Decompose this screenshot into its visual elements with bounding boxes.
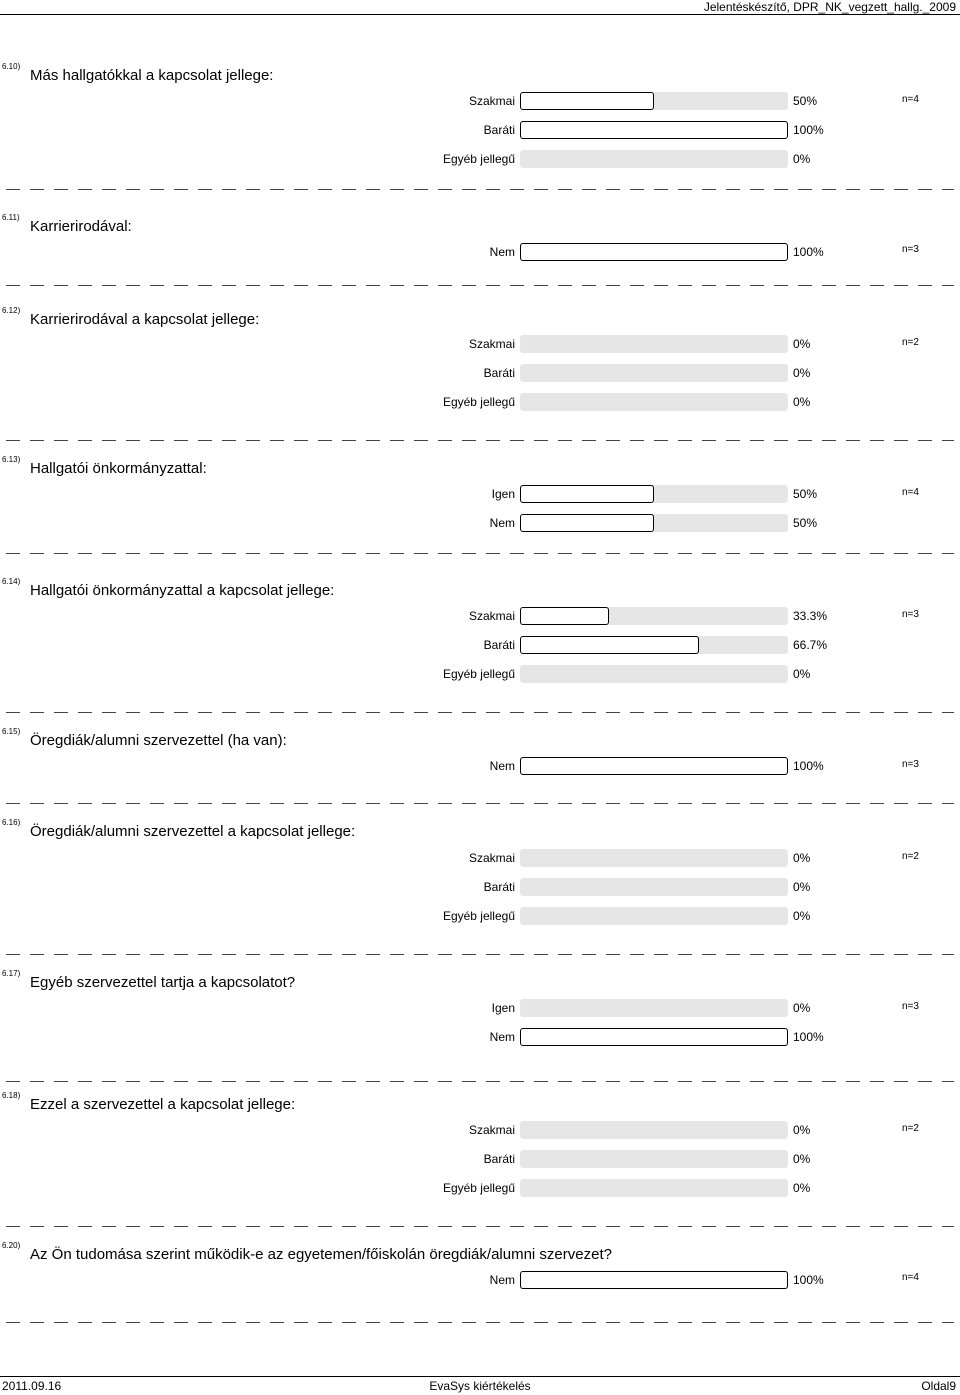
answer-option-row <box>0 92 960 110</box>
response-count: n=3 <box>902 759 919 770</box>
answer-option-percentage: 0% <box>793 337 811 351</box>
response-count: n=2 <box>902 1123 919 1134</box>
percentage-bar-track <box>520 1150 788 1168</box>
question-title: Az Ön tudomása szerint működik-e az egyetemen/főiskolán öregdiák/alumni szervezet? <box>30 1246 612 1263</box>
answer-option-row <box>0 907 960 925</box>
footer-system-name: EvaSys kiértékelés <box>429 1379 531 1393</box>
response-count: n=4 <box>902 1272 919 1283</box>
answer-option-row <box>0 1121 960 1139</box>
answer-option-row <box>0 485 960 503</box>
answer-option-percentage: 0% <box>793 880 811 894</box>
question-number: 6.13) <box>2 455 21 464</box>
answer-option-label: Egyéb jellegű <box>442 667 515 681</box>
percentage-bar-track <box>520 1179 788 1197</box>
answer-option-percentage: 0% <box>793 395 811 409</box>
percentage-bar-track <box>520 150 788 168</box>
answer-option-percentage: 0% <box>793 1001 811 1015</box>
percentage-bar-fill <box>520 514 654 532</box>
answer-option-percentage: 100% <box>793 759 824 773</box>
answer-option-label: Nem <box>489 759 515 773</box>
answer-option-label: Szakmai <box>468 851 515 865</box>
header-divider <box>0 14 960 15</box>
answer-option-row <box>0 878 960 896</box>
answer-option-label: Egyéb jellegű <box>442 395 515 409</box>
answer-option-row <box>0 1271 960 1289</box>
question-separator <box>6 954 954 955</box>
answer-option-percentage: 0% <box>793 909 811 923</box>
question-separator <box>6 1226 954 1227</box>
answer-option-label: Igen <box>491 1001 515 1015</box>
answer-option-row <box>0 636 960 654</box>
percentage-bar-track <box>520 757 788 775</box>
response-count: n=3 <box>902 609 919 620</box>
percentage-bar-track <box>520 364 788 382</box>
answer-option-row <box>0 121 960 139</box>
question-number: 6.18) <box>2 1091 21 1100</box>
answer-option-label: Nem <box>489 245 515 259</box>
answer-option-label: Szakmai <box>468 609 515 623</box>
answer-option-percentage: 0% <box>793 851 811 865</box>
answer-option-label: Baráti <box>483 123 515 137</box>
percentage-bar-track <box>520 999 788 1017</box>
footer-page-number: Oldal9 <box>921 1379 956 1393</box>
question-number: 6.20) <box>2 1241 21 1250</box>
question-number: 6.11) <box>2 213 20 222</box>
answer-option-label: Nem <box>489 516 515 530</box>
answer-option-row <box>0 243 960 261</box>
answer-option-percentage: 100% <box>793 1030 824 1044</box>
answer-option-percentage: 50% <box>793 94 818 108</box>
response-count: n=4 <box>902 487 919 498</box>
percentage-bar-track <box>520 92 788 110</box>
question-separator <box>6 189 954 190</box>
answer-option-percentage: 0% <box>793 152 811 166</box>
question-number: 6.17) <box>2 969 21 978</box>
answer-option-percentage: 66.7% <box>793 638 828 652</box>
percentage-bar-track <box>520 878 788 896</box>
question-number: 6.12) <box>2 306 21 315</box>
answer-option-row <box>0 150 960 168</box>
answer-option-label: Egyéb jellegű <box>442 1181 515 1195</box>
question-title: Karrierirodával a kapcsolat jellege: <box>30 311 260 328</box>
answer-option-row <box>0 514 960 532</box>
percentage-bar-track <box>520 393 788 411</box>
answer-option-percentage: 100% <box>793 123 824 137</box>
answer-option-percentage: 0% <box>793 366 811 380</box>
question-title: Más hallgatókkal a kapcsolat jellege: <box>30 67 274 84</box>
percentage-bar-track <box>520 1028 788 1046</box>
percentage-bar-track <box>520 607 788 625</box>
answer-option-label: Egyéb jellegű <box>442 909 515 923</box>
percentage-bar-fill <box>520 121 788 139</box>
answer-option-row <box>0 607 960 625</box>
answer-option-label: Baráti <box>483 366 515 380</box>
percentage-bar-track <box>520 485 788 503</box>
percentage-bar-fill <box>520 92 654 110</box>
percentage-bar-fill <box>520 1271 788 1289</box>
percentage-bar-track <box>520 121 788 139</box>
question-number: 6.15) <box>2 727 21 736</box>
answer-option-label: Szakmai <box>468 337 515 351</box>
question-title: Hallgatói önkormányzattal: <box>30 460 207 477</box>
question-separator <box>6 1081 954 1082</box>
question-number: 6.16) <box>2 818 21 827</box>
answer-option-percentage: 50% <box>793 487 818 501</box>
answer-option-label: Baráti <box>483 1152 515 1166</box>
answer-option-row <box>0 1150 960 1168</box>
question-separator <box>6 553 954 554</box>
answer-option-row <box>0 849 960 867</box>
percentage-bar-track <box>520 335 788 353</box>
answer-option-row <box>0 1028 960 1046</box>
answer-option-label: Nem <box>489 1273 515 1287</box>
question-title: Egyéb szervezettel tartja a kapcsolatot? <box>30 974 296 991</box>
percentage-bar-fill <box>520 607 609 625</box>
percentage-bar-fill <box>520 636 699 654</box>
footer-date: 2011.09.16 <box>2 1379 62 1393</box>
answer-option-label: Nem <box>489 1030 515 1044</box>
question-title: Öregdiák/alumni szervezettel a kapcsolat jellege: <box>30 823 356 840</box>
percentage-bar-track <box>520 665 788 683</box>
answer-option-label: Szakmai <box>468 1123 515 1137</box>
question-title: Ezzel a szervezettel a kapcsolat jellege: <box>30 1096 296 1113</box>
question-separator <box>6 803 954 804</box>
answer-option-label: Szakmai <box>468 94 515 108</box>
answer-option-percentage: 100% <box>793 1273 824 1287</box>
question-separator <box>6 285 954 286</box>
answer-option-row <box>0 1179 960 1197</box>
answer-option-percentage: 100% <box>793 245 824 259</box>
answer-option-row <box>0 757 960 775</box>
footer-divider <box>0 1376 960 1377</box>
answer-option-percentage: 50% <box>793 516 818 530</box>
question-title: Öregdiák/alumni szervezettel (ha van): <box>30 732 287 749</box>
question-separator <box>6 440 954 441</box>
percentage-bar-track <box>520 514 788 532</box>
percentage-bar-track <box>520 243 788 261</box>
question-separator <box>6 1322 954 1323</box>
answer-option-label: Baráti <box>483 638 515 652</box>
question-number: 6.14) <box>2 577 21 586</box>
answer-option-percentage: 0% <box>793 1152 811 1166</box>
percentage-bar-fill <box>520 485 654 503</box>
answer-option-row <box>0 665 960 683</box>
response-count: n=4 <box>902 94 919 105</box>
percentage-bar-fill <box>520 1028 788 1046</box>
answer-option-row <box>0 335 960 353</box>
answer-option-percentage: 0% <box>793 667 811 681</box>
answer-option-label: Igen <box>491 487 515 501</box>
percentage-bar-fill <box>520 757 788 775</box>
question-separator <box>6 712 954 713</box>
percentage-bar-track <box>520 1271 788 1289</box>
answer-option-row <box>0 393 960 411</box>
answer-option-percentage: 0% <box>793 1123 811 1137</box>
answer-option-label: Baráti <box>483 880 515 894</box>
percentage-bar-fill <box>520 243 788 261</box>
report-title: Jelentéskészítő, DPR_NK_vegzett_hallg._2009 <box>703 0 956 14</box>
answer-option-label: Egyéb jellegű <box>442 152 515 166</box>
question-title: Hallgatói önkormányzattal a kapcsolat jellege: <box>30 582 335 599</box>
percentage-bar-track <box>520 1121 788 1139</box>
answer-option-row <box>0 364 960 382</box>
response-count: n=3 <box>902 1001 919 1012</box>
question-number: 6.10) <box>2 62 21 71</box>
answer-option-percentage: 0% <box>793 1181 811 1195</box>
response-count: n=2 <box>902 337 919 348</box>
percentage-bar-track <box>520 849 788 867</box>
percentage-bar-track <box>520 636 788 654</box>
answer-option-row <box>0 999 960 1017</box>
answer-option-percentage: 33.3% <box>793 609 828 623</box>
question-title: Karrierirodával: <box>30 218 132 235</box>
response-count: n=2 <box>902 851 919 862</box>
response-count: n=3 <box>902 244 919 255</box>
percentage-bar-track <box>520 907 788 925</box>
